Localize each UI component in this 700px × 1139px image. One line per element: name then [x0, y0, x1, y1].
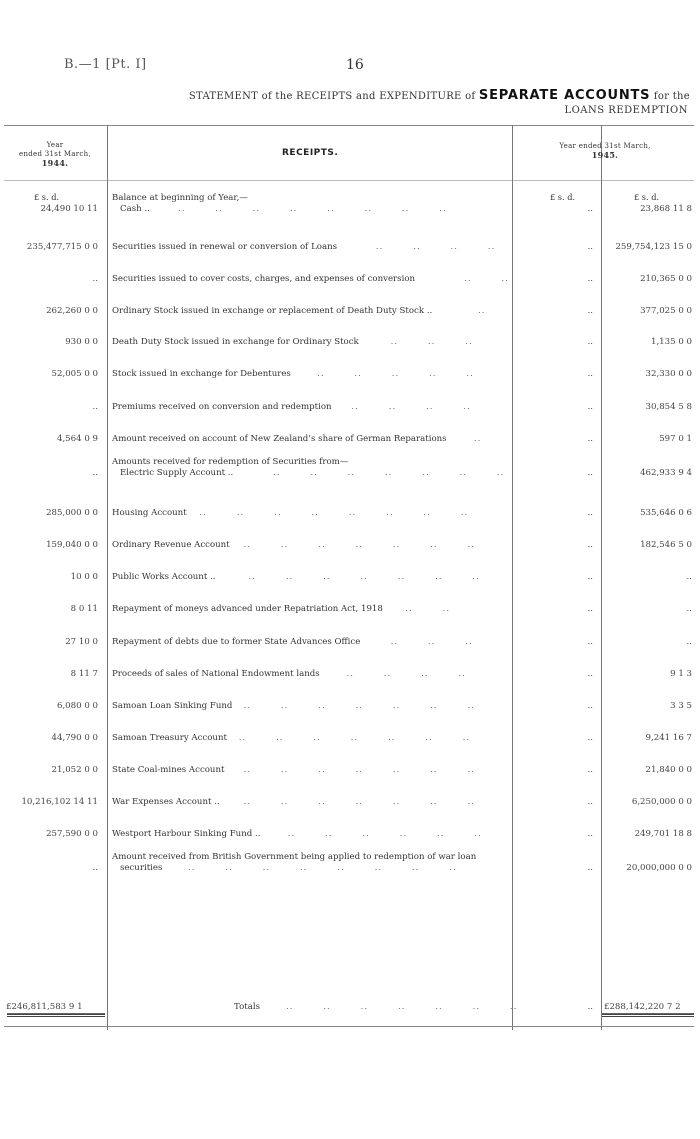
- row-left-amount: ..: [92, 274, 98, 284]
- row-leaders: .. .. .. .. .. .. ..: [248, 572, 480, 582]
- row-left-amount: 52,005 0 0: [51, 369, 98, 379]
- row-leaders: .. .. ..: [390, 637, 473, 647]
- row-middle-amount: ..: [587, 337, 593, 347]
- row-leaders: .. .. .. .. .. .. ..: [243, 701, 475, 711]
- row-description: Samoan Treasury Account: [112, 733, 227, 743]
- row-description: Amount received on account of New Zealand’s share of German Reparations: [112, 434, 447, 444]
- row-description: Ordinary Revenue Account: [112, 540, 230, 550]
- row-right-amount: 1,135 0 0: [650, 337, 692, 347]
- row-middle-amount: ..: [587, 829, 593, 839]
- row-left-amount: 235,477,715 0 0: [26, 242, 98, 252]
- currency-left: £ s. d.: [34, 192, 60, 202]
- right-year-line2: 1945.: [591, 150, 619, 160]
- row-right-amount: ..: [686, 572, 692, 582]
- row-description: Proceeds of sales of National Endowment lands: [112, 669, 320, 679]
- row-middle-amount: ..: [587, 274, 593, 284]
- row-leaders: .. .. .. ..: [375, 242, 496, 252]
- row-leaders: .. .. .. .. .. .. ..: [273, 468, 505, 478]
- row-right-amount: 9,241 16 7: [645, 733, 692, 743]
- row-description-line2: Cash ..: [120, 204, 150, 214]
- row-leaders: .. .. .. .. .. .. ..: [243, 765, 475, 775]
- row-description: Balance at beginning of Year,—: [112, 193, 248, 203]
- row-leaders: .. .. .. ..: [346, 669, 466, 679]
- row-left-amount: ..: [92, 468, 98, 478]
- row-left-amount: ..: [92, 402, 98, 412]
- row-description: State Coal-mines Account: [112, 765, 225, 775]
- row-left-amount: 4,564 0 9: [56, 434, 98, 444]
- row-left-amount: 159,040 0 0: [46, 540, 98, 550]
- receipts-heading: RECEIPTS.: [282, 148, 339, 158]
- row-description: Ordinary Stock issued in exchange or replacement of Death Duty Stock ..: [112, 306, 433, 316]
- row-description: War Expenses Account ..: [112, 797, 220, 807]
- row-left-amount: 6,080 0 0: [56, 701, 98, 711]
- column-divider-middle: [512, 125, 513, 1030]
- row-description: Repayment of debts due to former State Advances Office: [112, 637, 361, 647]
- report-reference: B.—1 [Pt. I]: [64, 57, 147, 72]
- totals-leaders: .. .. .. .. .. .. ..: [286, 1002, 518, 1012]
- row-description: Stock issued in exchange for Debentures: [112, 369, 291, 379]
- totals-label: Totals: [234, 1002, 260, 1012]
- row-middle-amount: ..: [587, 468, 593, 478]
- row-middle-amount: ..: [587, 540, 593, 550]
- row-left-amount: 44,790 0 0: [51, 733, 98, 743]
- row-right-amount: 597 0 1: [659, 434, 692, 444]
- row-middle-amount: ..: [587, 863, 593, 873]
- row-left-amount: 285,000 0 0: [46, 508, 98, 518]
- row-middle-amount: ..: [587, 572, 593, 582]
- row-left-amount: 21,052 0 0: [51, 765, 98, 775]
- row-leaders: .. .. ..: [390, 337, 473, 347]
- row-left-amount: 10,216,102 14 11: [21, 797, 98, 807]
- row-right-amount: 210,365 0 0: [640, 274, 692, 284]
- row-left-amount: 24,490 10 11: [40, 204, 98, 214]
- row-middle-amount: ..: [587, 402, 593, 412]
- row-middle-amount: ..: [587, 637, 593, 647]
- total-right: £288,142,220 7 2: [604, 1002, 681, 1012]
- row-right-amount: 23,868 11 8: [640, 204, 692, 214]
- row-middle-amount: ..: [587, 701, 593, 711]
- row-left-amount: 27 10 0: [65, 637, 98, 647]
- left-year-heading: [6, 141, 104, 169]
- row-leaders: .. ..: [464, 274, 509, 284]
- row-description: Amount received from British Government being applied to redemption of war loan: [112, 852, 477, 862]
- row-leaders: .. .. .. .. .. .. ..: [238, 733, 471, 743]
- row-right-amount: 249,701 18 8: [634, 829, 692, 839]
- row-middle-amount: ..: [587, 733, 593, 743]
- total-middle: ..: [587, 1002, 593, 1012]
- row-leaders: .. .. .. .. .. .. ..: [243, 797, 475, 807]
- row-left-amount: 262,260 0 0: [46, 306, 98, 316]
- row-left-amount: ..: [92, 863, 98, 873]
- row-right-amount: 259,754,123 15 0: [615, 242, 692, 252]
- right-year-line1: Year ended 31st March,: [559, 142, 651, 150]
- page-number: 16: [346, 57, 364, 73]
- row-right-amount: ..: [686, 637, 692, 647]
- row-leaders: ..: [473, 434, 482, 444]
- row-description: Public Works Account ..: [112, 572, 216, 582]
- row-middle-amount: ..: [587, 242, 593, 252]
- row-description: Westport Harbour Sinking Fund ..: [112, 829, 261, 839]
- row-right-amount: 20,000,000 0 0: [626, 863, 692, 873]
- row-description: Securities issued to cover costs, charges, and expenses of conversion: [112, 274, 416, 284]
- row-right-amount: 32,330 0 0: [645, 369, 692, 379]
- row-right-amount: 377,025 0 0: [640, 306, 692, 316]
- left-year-line3: 1944.: [41, 158, 69, 168]
- row-right-amount: 3 3 5: [670, 701, 692, 711]
- left-year-line2: ended 31st March,: [19, 150, 91, 158]
- row-middle-amount: ..: [587, 797, 593, 807]
- row-leaders: .. .. .. .. .. .. .. ..: [188, 863, 457, 873]
- row-middle-amount: ..: [587, 508, 593, 518]
- row-right-amount: 21,840 0 0: [645, 765, 692, 775]
- row-description: Amounts received for redemption of Securities from—: [112, 457, 349, 467]
- row-left-amount: 930 0 0: [65, 337, 98, 347]
- row-right-amount: 9 1 3: [670, 669, 692, 679]
- title-post: for the: [653, 91, 690, 102]
- row-middle-amount: ..: [587, 306, 593, 316]
- row-middle-amount: ..: [587, 604, 593, 614]
- row-left-amount: 8 0 11: [70, 604, 98, 614]
- title-pre: STATEMENT of the RECEIPTS and EXPENDITURE of: [188, 91, 476, 102]
- row-right-amount: 30,854 5 8: [645, 402, 692, 412]
- row-description: Samoan Loan Sinking Fund: [112, 701, 233, 711]
- left-year-line1: Year: [46, 141, 64, 149]
- row-description: Securities issued in renewal or conversion of Loans: [112, 242, 338, 252]
- row-description-line2: securities: [120, 863, 163, 873]
- row-middle-amount: ..: [587, 765, 593, 775]
- row-left-amount: 257,590 0 0: [46, 829, 98, 839]
- row-right-amount: 535,646 0 6: [640, 508, 692, 518]
- currency-middle: £ s. d.: [550, 192, 576, 202]
- statement-title: [175, 88, 690, 103]
- row-description: Housing Account: [112, 508, 187, 518]
- row-leaders: .. .. .. .. .. .. ..: [243, 540, 475, 550]
- table-bottom-rule: [4, 1026, 694, 1027]
- row-right-amount: 182,546 5 0: [640, 540, 692, 550]
- row-leaders: .. .. .. .. .. ..: [287, 829, 482, 839]
- total-right-rule: [602, 1013, 694, 1017]
- column-divider-left: [107, 125, 108, 1030]
- row-leaders: .. .. .. ..: [351, 402, 471, 412]
- row-leaders: .. .. .. .. .. .. .. ..: [178, 204, 447, 214]
- row-description: Premiums received on conversion and redemption: [112, 402, 332, 412]
- row-description-line2: Electric Supply Account ..: [120, 468, 234, 478]
- row-left-amount: 8 11 7: [70, 669, 98, 679]
- total-left-rule: [7, 1013, 105, 1017]
- row-middle-amount: ..: [587, 204, 593, 214]
- row-right-amount: 6,250,000 0 0: [631, 797, 692, 807]
- row-middle-amount: ..: [587, 369, 593, 379]
- row-description: Death Duty Stock issued in exchange for Ordinary Stock: [112, 337, 359, 347]
- row-leaders: .. .. .. .. ..: [317, 369, 474, 379]
- row-middle-amount: ..: [587, 434, 593, 444]
- row-right-amount: ..: [686, 604, 692, 614]
- row-leaders: .. .. .. .. .. .. .. ..: [199, 508, 469, 518]
- row-right-amount: 462,933 9 4: [640, 468, 692, 478]
- row-middle-amount: ..: [587, 669, 593, 679]
- row-description: Repayment of moneys advanced under Repatriation Act, 1918: [112, 604, 383, 614]
- statement-subtitle: LOANS REDEMPTION: [564, 105, 688, 116]
- total-left: £246,811,583 9 1: [6, 1002, 83, 1012]
- title-bold: SEPARATE ACCOUNTS: [478, 88, 651, 103]
- right-year-heading: [515, 142, 695, 161]
- row-leaders: ..: [478, 306, 486, 316]
- column-divider-right: [601, 125, 602, 1030]
- row-left-amount: 10 0 0: [70, 572, 98, 582]
- currency-right: £ s. d.: [634, 192, 660, 202]
- row-leaders: .. ..: [405, 604, 451, 614]
